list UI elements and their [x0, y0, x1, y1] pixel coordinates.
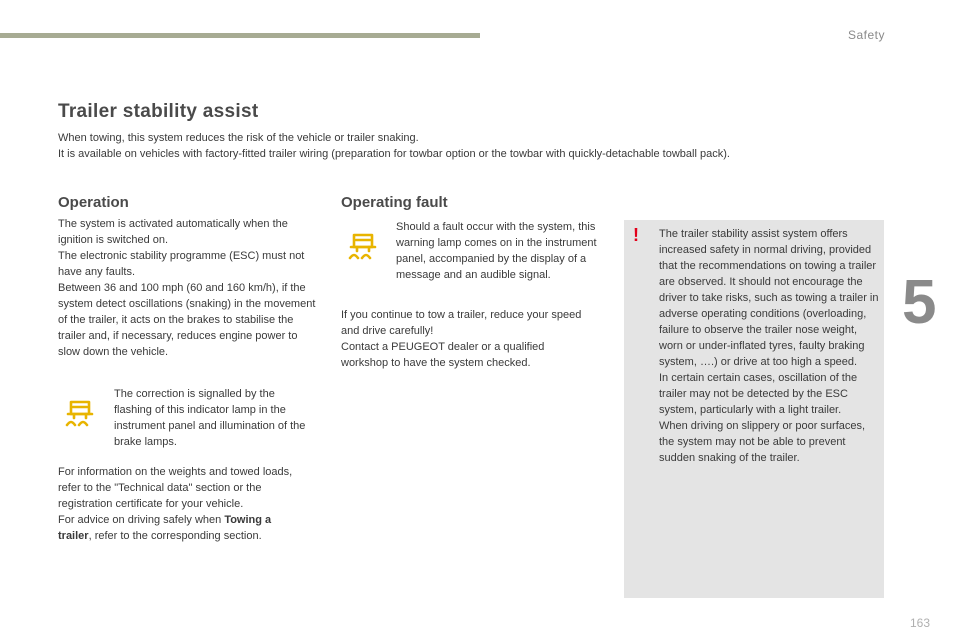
fault-heading: Operating fault	[341, 194, 448, 211]
operation-info-1: For information on the weights and towed loads, refer to the "Technical data" section or the registration certificate for your vehicle.	[58, 466, 293, 510]
warning-p1: The trailer stability assist system offers increased safety in normal driving, provided that the recommendations on towing a trailer are observed. It should not encourage the driver to take risks, such as towing a trailer in adverse operating conditions (overloading, failure to observe the trailer nose weight, worn or under-inflated tyres, faulty braking system, ….) or drive at too high a speed.	[659, 228, 879, 368]
trailer-stability-indicator-icon	[63, 394, 97, 428]
operation-description	[58, 216, 316, 360]
fault-lamp-text: Should a fault occur with the system, this warning lamp comes on in the instrument panel, accompanied by the display of a message and an audible signal.	[396, 221, 597, 281]
fault-advice	[341, 307, 586, 371]
warning-text	[659, 226, 881, 466]
intro-line-1: When towing, this system reduces the risk of the vehicle or trailer snaking.	[58, 132, 419, 144]
intro-line-2: It is available on vehicles with factory-fitted trailer wiring (preparation for towbar option or the towbar with quickly-detachable towball pack).	[58, 148, 730, 160]
intro-text	[58, 130, 918, 162]
operation-p2: The electronic stability programme (ESC) must not have any faults.	[58, 250, 305, 278]
warning-p2: In certain certain cases, oscillation of the trailer may not be detected by the ESC system, particularly with a light trailer.	[659, 372, 858, 416]
trailer-fault-warning-icon	[346, 227, 380, 261]
page-title: Trailer stability assist	[58, 101, 259, 122]
advice-link-towing: Towing a trailer	[58, 514, 272, 542]
page-number: 163	[910, 616, 931, 630]
section-label: Safety	[848, 28, 886, 42]
operation-heading: Operation	[58, 194, 129, 211]
advice-prefix: For advice on driving safely when	[58, 514, 225, 526]
operation-info	[58, 464, 303, 544]
operation-lamp-text: The correction is signalled by the flashing of this indicator lamp in the instrument panel and illumination of the brake lamps.	[114, 388, 306, 448]
fault-p1: If you continue to tow a trailer, reduce your speed and drive carefully!	[341, 309, 582, 337]
advice-suffix: , refer to the corresponding section.	[88, 530, 262, 542]
exclamation-warning-icon: !	[633, 225, 639, 245]
operation-p3: Between 36 and 100 mph (60 and 160 km/h), if the system detect oscillations (snaking) in the movement of the trailer, it acts on the brakes to stabilise the trailer and, if necessary, reduces engine power to slow down the vehicle.	[58, 282, 316, 358]
operation-p1: The system is activated automatically when the ignition is switched on.	[58, 218, 288, 246]
header-accent-bar	[0, 33, 480, 38]
fault-p2: Contact a PEUGEOT dealer or a qualified workshop to have the system checked.	[341, 341, 545, 369]
operation-advice	[58, 512, 303, 544]
chapter-number: 5	[902, 268, 937, 337]
warning-p3: When driving on slippery or poor surfaces, the system may not be able to prevent sudden snaking of the trailer.	[659, 420, 866, 464]
